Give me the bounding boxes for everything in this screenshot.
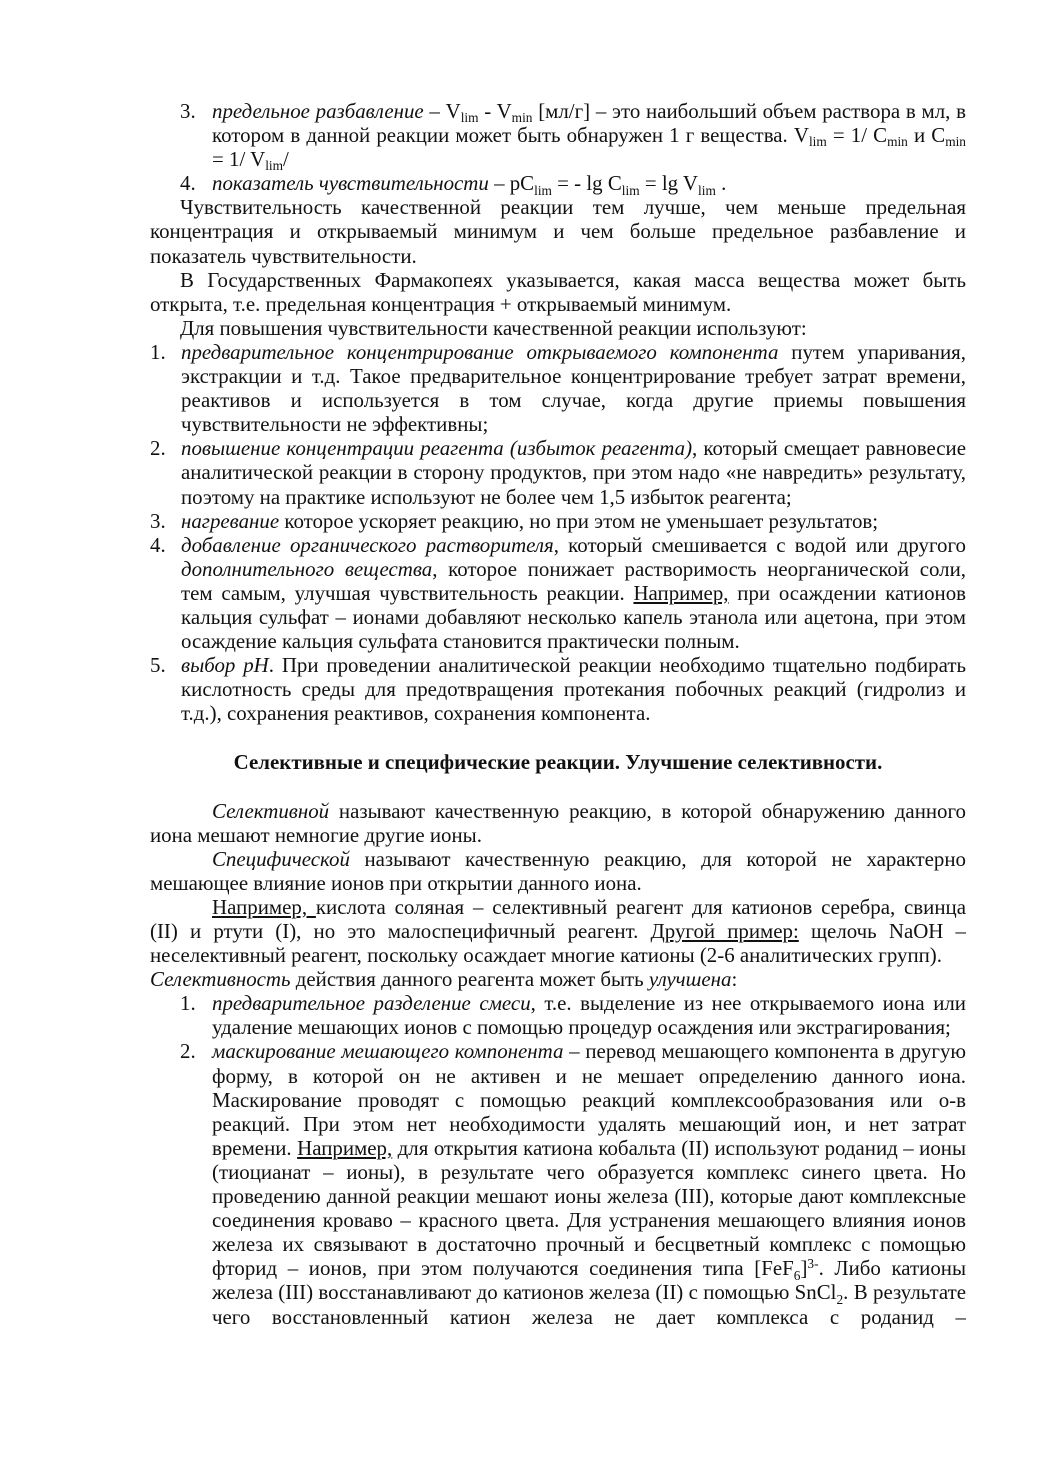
paragraph bbox=[150, 316, 966, 340]
italic-term: маскирование мешающего компонента bbox=[212, 1039, 564, 1064]
italic-term: улучшена bbox=[648, 967, 732, 992]
text-run: называют качественную реакцию, для которой не характерно мешающее влияние ионов при открытии данного иона. bbox=[150, 846, 966, 895]
list-item-text bbox=[181, 509, 966, 533]
text-run: . bbox=[715, 171, 727, 196]
list-item bbox=[180, 1039, 966, 1328]
subscript: lim bbox=[698, 182, 716, 198]
underlined-text: Другой пример: bbox=[650, 919, 799, 943]
list-item bbox=[150, 509, 966, 533]
superscript: 3- bbox=[807, 1255, 819, 1271]
list-number: 3. bbox=[180, 99, 196, 123]
underlined-text: Например, bbox=[297, 1135, 393, 1160]
list-item bbox=[180, 991, 966, 1039]
list-item bbox=[150, 533, 966, 653]
italic-term: показатель чувствительности bbox=[212, 171, 489, 196]
list-item bbox=[150, 653, 966, 725]
list-item-text bbox=[212, 99, 966, 174]
list-number: 4. bbox=[180, 171, 196, 196]
text-run: – V bbox=[423, 99, 461, 123]
text-run: = 1/ C bbox=[826, 123, 888, 148]
subscript: min bbox=[887, 134, 908, 150]
paragraph bbox=[150, 799, 966, 847]
text-run: путем упаривания, экстракции и т.д. Такое предварительное концентрирование требует затрат времени, реактивов и используется в том случае, когда другие приемы повышения чувствительности не эффективны; bbox=[181, 339, 966, 437]
subscript: min bbox=[945, 134, 966, 150]
text-run: = 1/ V bbox=[212, 147, 266, 172]
selectivity-improvements bbox=[180, 991, 966, 1328]
italic-term: повышение концентрации реагента (избыток реагента) bbox=[181, 436, 693, 461]
text-run: и C bbox=[907, 123, 946, 148]
italic-term: предельное разбавление bbox=[212, 99, 424, 123]
text-run: , который смешивается с водой или другого bbox=[553, 532, 966, 557]
underlined-text: Например, bbox=[633, 580, 729, 605]
list-item-text bbox=[181, 340, 966, 436]
list-item-text bbox=[212, 171, 966, 198]
list-number: 1. bbox=[180, 991, 196, 1016]
text-run: – перевод мешающего компонента в другую форму, в которой он не активен и не мешает определению данного иона. Маскирование проводят с помощью реакций комплексообразования или о-в реакций. При этом нет необходимости удалять мешающий ион, и нет затрат времени. bbox=[212, 1039, 966, 1160]
italic-term: дополнительного вещества bbox=[181, 556, 433, 581]
text-run: называют качественную реакцию, в которой обнаружению данного иона мешают немногие другие ионы. bbox=[150, 798, 966, 847]
text-run: – pC bbox=[488, 171, 535, 196]
list-item-text bbox=[181, 653, 966, 725]
text-run: , которое понижает растворимость неорганической соли, тем самым, улучшая чувствительность реакции. bbox=[181, 556, 966, 605]
text-run: Для повышения чувствительности качественной реакции используют: bbox=[180, 315, 807, 340]
subscript: lim bbox=[808, 134, 827, 150]
underlined-text: Например, bbox=[212, 894, 316, 919]
text-run: . Либо катионы железа (III) восстанавливают до катионов железа (II) с помощью SnCl bbox=[212, 1256, 966, 1305]
italic-term: Селективной bbox=[212, 798, 330, 823]
text-run: при осаждении катионов кальция сульфат – ионами добавляют несколько капель этанола или ацетона, при этом осаждение кальция сульфата становится практически полным. bbox=[181, 580, 967, 654]
list-item-text bbox=[181, 533, 966, 653]
sensitivity-measures-list bbox=[180, 99, 966, 198]
list-item bbox=[180, 171, 966, 198]
text-run: В Государственных Фармакопеях указывается, какая масса вещества может быть открыта, т.е. предельная концентрация + открываемый минимум. bbox=[150, 267, 966, 316]
text-run: кислота соляная – селективный реагент для катионов серебра, свинца (II) и ртути (I), но это малоспецифичный реагент. bbox=[150, 894, 966, 943]
list-number: 5. bbox=[150, 653, 166, 678]
text-run: : bbox=[731, 967, 738, 992]
list-item bbox=[150, 436, 966, 508]
subscript: lim bbox=[265, 158, 284, 174]
subscript: min bbox=[511, 110, 533, 126]
text-run: Чувствительность качественной реакции тем лучше, чем меньше предельная концентрация и открываемый минимум и чем больше предельное разбавление и показатель чувствительности. bbox=[150, 195, 966, 268]
italic-term: нагревание bbox=[181, 508, 280, 533]
paragraph bbox=[150, 895, 966, 967]
text-run: = lg V bbox=[639, 171, 699, 196]
subscript: lim bbox=[534, 182, 552, 198]
italic-term: Селективность bbox=[150, 967, 291, 992]
text-run: / bbox=[283, 147, 289, 172]
text-run: , т.е. выделение из нее открываемого иона или удаление мешающих ионов с помощью процедур осаждения или экстрагирования; bbox=[212, 991, 966, 1040]
italic-term: предварительное разделение смеси bbox=[212, 991, 531, 1016]
text-run: , который смещает равновесие аналитической реакции в сторону продуктов, при этом надо «не навредить» результату, поэтому на практике используют не более чем 1,5 избыток реагента; bbox=[181, 436, 966, 509]
subscript: lim bbox=[621, 182, 640, 198]
text-run: для открытия катиона кобальта (II) используют роданид – ионы (тиоцианат – ионы), в результате чего образуется комплекс синего цвета. Но проведению данной реакции мешают ионы железа (III), которые дают комплексные соединения кроваво – красного цвета. Для устранения мешающего влияния ионов железа их связывают в достаточно прочный и бесцветный комплекс с помощью фторид – ионов, при этом получаются соединения типа [FeF bbox=[212, 1135, 966, 1281]
paragraph bbox=[150, 195, 966, 267]
selectivity-paragraphs bbox=[150, 799, 966, 968]
list-item bbox=[150, 340, 966, 436]
list-item-text bbox=[181, 436, 966, 508]
list-number: 2. bbox=[150, 436, 166, 461]
paragraph bbox=[150, 268, 966, 316]
list-number: 4. bbox=[150, 532, 166, 557]
text-run: ] bbox=[800, 1256, 808, 1281]
list-item bbox=[180, 99, 966, 174]
italic-term: предварительное концентрирование открываемого компонента bbox=[181, 339, 779, 364]
page-content bbox=[150, 99, 966, 1329]
italic-term: добавление органического растворителя bbox=[181, 532, 554, 557]
paragraph bbox=[150, 847, 966, 895]
text-run: . При проведении аналитической реакции необходимо тщательно подбирать кислотность среды для предотвращения протекания побочных реакций (гидролиз и т.д.), сохранения реактивов, сохранения компонента. bbox=[181, 653, 967, 726]
text-run: = - lg C bbox=[551, 171, 622, 196]
text-run: - V bbox=[478, 99, 512, 123]
list-number: 3. bbox=[150, 508, 166, 533]
list-item-text bbox=[212, 1039, 966, 1328]
selectivity-intro bbox=[150, 967, 966, 991]
text-run: [мл/г] – это наибольший объем раствора в мл, в котором в данной реакции может быть обнаружен 1 г вещества. V bbox=[212, 99, 966, 148]
italic-term: Специфической bbox=[212, 846, 350, 871]
text-run: действия данного реагента может быть bbox=[290, 967, 649, 992]
text-run: щелочь NaOH – неселективный реагент, поскольку осаждает многие катионы (2-6 аналитических групп). bbox=[150, 919, 967, 968]
text-run: . В результате чего восстановленный катион железа не дает комплекса с роданид – bbox=[212, 1280, 966, 1329]
subscript: lim bbox=[460, 110, 479, 126]
subscript: 2 bbox=[836, 1291, 844, 1307]
sensitivity-paragraphs bbox=[150, 195, 966, 340]
italic-term: выбор pH bbox=[181, 653, 269, 678]
sensitivity-methods-list bbox=[150, 340, 966, 726]
list-number: 2. bbox=[180, 1039, 196, 1064]
text-run: которое ускоряет реакцию, но при этом не уменьшает результатов; bbox=[279, 508, 879, 533]
subscript: 6 bbox=[793, 1267, 801, 1283]
list-number: 1. bbox=[150, 339, 166, 364]
section-heading: Селективные и специфические реакции. Улучшение селективности. bbox=[233, 750, 883, 775]
paragraph bbox=[150, 967, 966, 991]
list-item-text bbox=[212, 991, 966, 1039]
